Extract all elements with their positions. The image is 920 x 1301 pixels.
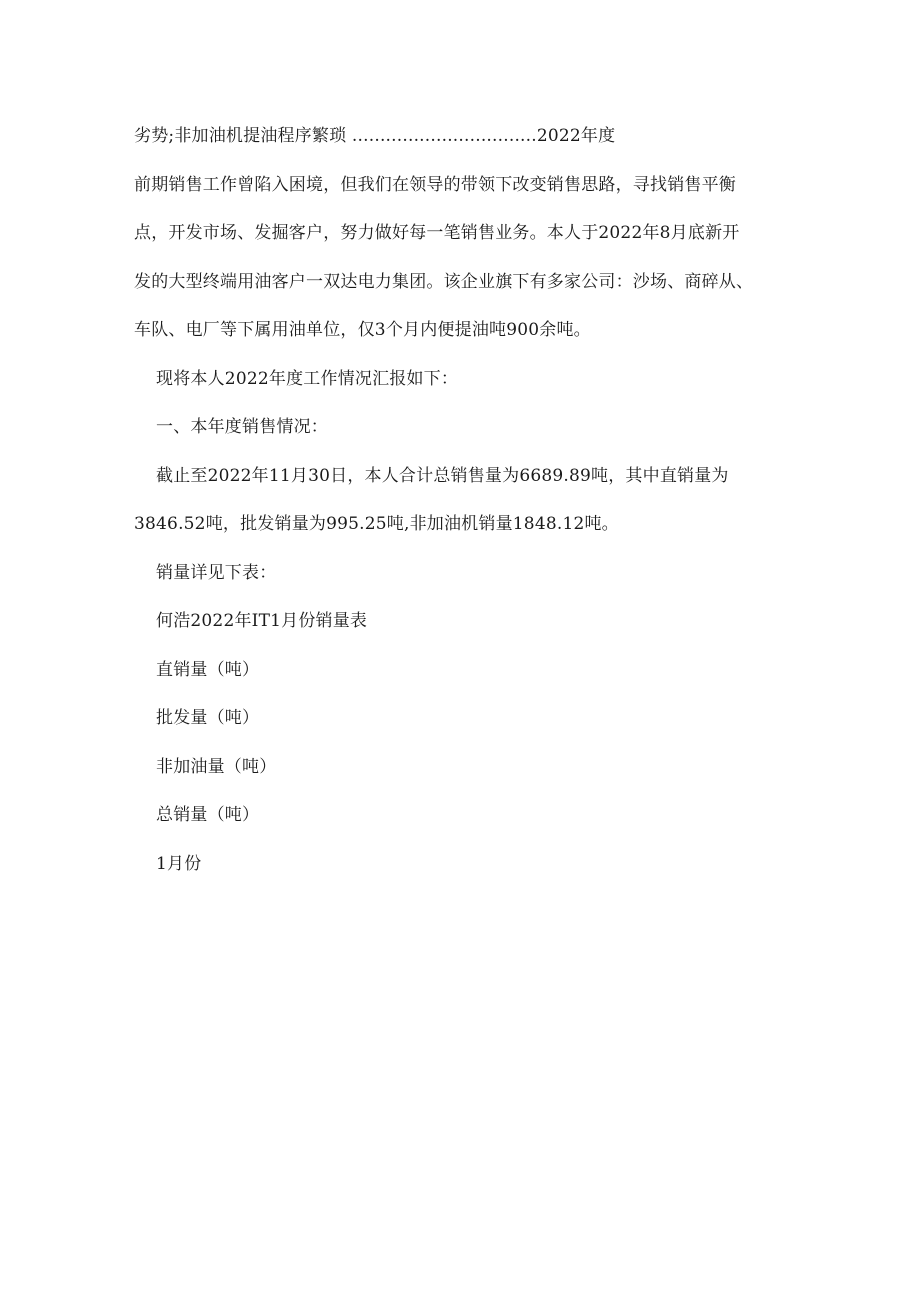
paragraph-line-3: 点，开发市场、发掘客户，努力做好每一笔销售业务。本人于2022年8月底新开 [134,223,740,243]
table-header-wholesale: 批发量（吨） [156,708,260,728]
report-intro-line: 现将本人2022年度工作情况汇报如下： [156,368,459,389]
table-row-label-january: 1月份 [156,853,202,874]
table-header-non-pump: 非加油量（吨） [156,756,277,777]
table-reference-line: 销量详见下表： [156,562,277,583]
section-heading: 一、本年度销售情况： [156,417,328,437]
document-body [134,124,794,900]
table-header-total-sales: 总销量（吨） [156,805,260,825]
paragraph-line-2: 前期销售工作曾陷入困境，但我们在领导的带领下改变销售思路，寻找销售平衡 [134,174,736,195]
table-header-direct-sales: 直销量（吨） [156,659,260,680]
paragraph-line-1: 劣势;非加油机提油程序繁琐 .................................2022年度 [134,126,616,146]
sales-summary-line-1: 截止至2022年11月30日，本人合计总销售量为6689.89吨，其中直销量为 [156,465,729,486]
table-title: 何浩2022年IT1月份销量表 [156,611,368,631]
paragraph-line-4: 发的大型终端用油客户一双达电力集团。该企业旗下有多家公司：沙场、商碎从、 [134,271,754,292]
paragraph-line-5: 车队、电厂等下属用油单位，仅3个月内便提油吨900余吨。 [134,320,591,340]
sales-summary-line-2: 3846.52吨，批发销量为995.25吨,非加油机销量1848.12吨。 [134,514,619,534]
